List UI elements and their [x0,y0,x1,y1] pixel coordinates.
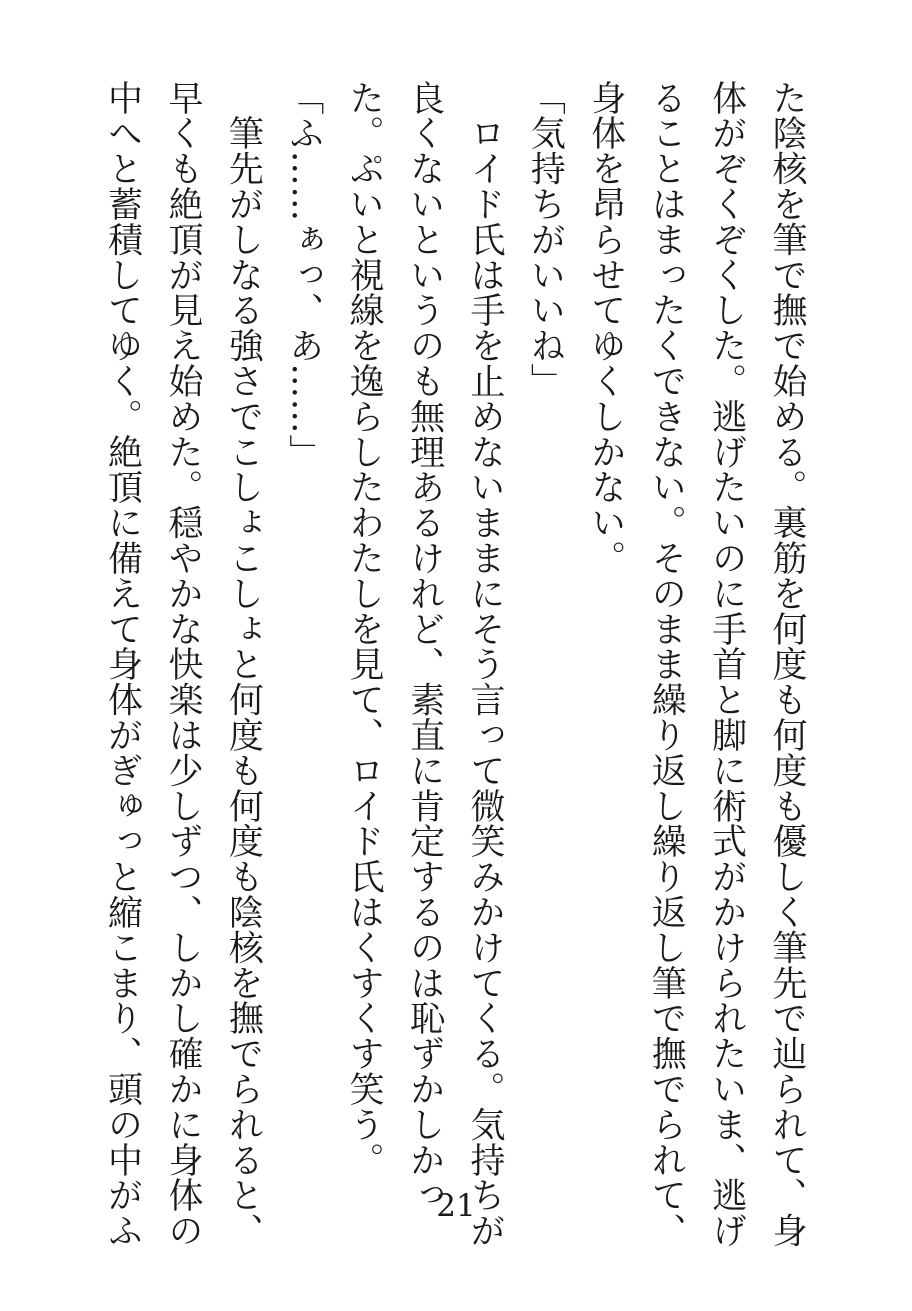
text-line: 体がぞくぞくした。逃げたいのに手首と脚に術式がかけられたいま、逃げ [706,80,747,1249]
text-line: ロイド氏は手を止めないままにそう言って微笑みかけてくる。気持ちが [464,80,505,1249]
text-line: 中へと蓄積してゆく。絶頂に備えて身体がぎゅっと縮こまり、頭の中がふ [102,80,143,1249]
text-line: ることはまったくできない。そのまま繰り返し繰り返し筆で撫でられて、 [646,80,687,1249]
text-line: 身体を昂らせてゆくしかない。 [585,80,626,576]
text-line: た。ぷいと視線を逸らしたわたしを見て、ロイド氏はくすくす笑う。 [344,80,385,1178]
text-line: 良くないというのも無理あるけれど、素直に肯定するのは恥ずかしかっ [404,80,445,1213]
page-number: 21 [436,1188,476,1224]
text-line: 「気持ちがいいね」 [525,80,566,399]
text-line: 「ふ……ぁっ、あ……」 [283,80,324,470]
text-line: 早くも絶頂が見え始めた。穏やかな快楽は少しずつ、しかし確かに身体の [162,80,203,1249]
text-line: た陰核を筆で撫で始める。裏筋を何度も何度も優しく筆先で辿られて、身 [767,80,807,1249]
text-line: 筆先がしなる強さでこしょこしょと何度も何度も陰核を撫でられると、 [223,80,264,1249]
